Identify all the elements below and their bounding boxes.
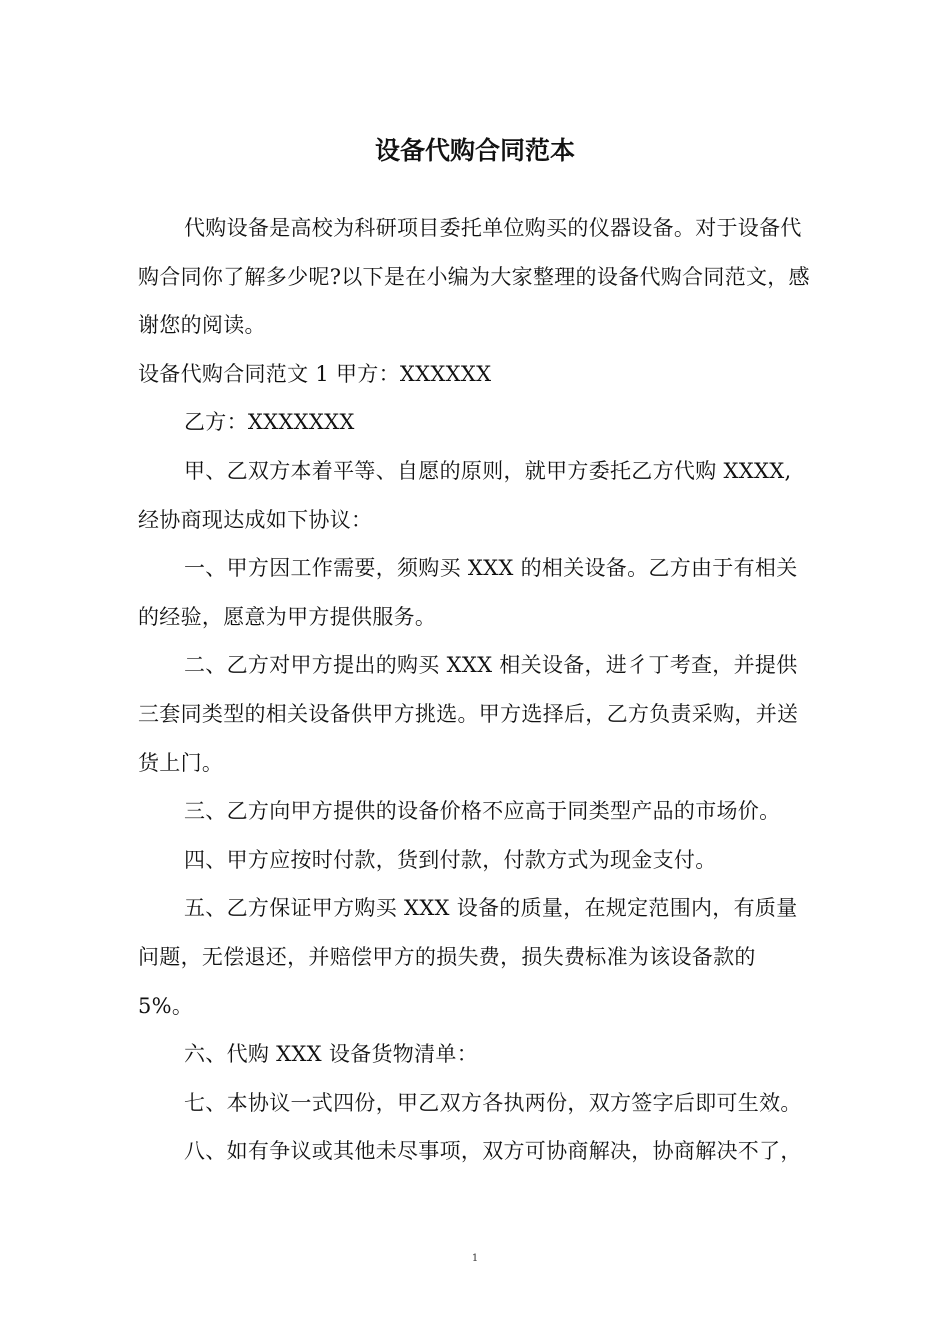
document-title: 设备代购合同范本 <box>374 136 575 165</box>
preamble-paragraph: 甲、乙双方本着平等、自愿的原则，就甲方委托乙方代购 XXXX, 经协商现达成如下协议： <box>138 458 792 532</box>
clause-8: 八、如有争议或其他未尽事项，双方可协商解决，协商解决不了， <box>184 1139 802 1164</box>
document-body <box>138 204 814 1176</box>
clause-7: 七、本协议一式四份，甲乙双方各执两份，双方签字后即可生效。 <box>184 1090 802 1115</box>
page-number: 1 <box>471 1253 479 1264</box>
clause-3: 三、乙方向甲方提供的设备价格不应高于同类型产品的市场价。 <box>184 799 781 824</box>
clause-6: 六、代购 XXX 设备货物清单： <box>184 1042 478 1067</box>
heading-line: 设备代购合同范文 1 甲方：XXXXXX <box>138 361 492 386</box>
clause-4: 四、甲方应按时付款，货到付款，付款方式为现金支付。 <box>184 847 717 872</box>
clause-1: 一、甲方因工作需要，须购买 XXX 的相关设备。乙方由于有相关的经验，愿意为甲方提供服务。 <box>138 556 798 629</box>
clause-5: 五、乙方保证甲方购买 XXX 设备的质量，在规定范围内，有质量问题，无偿退还，并赔偿甲方的损失费，损失费标准为该设备款的 5%。 <box>138 896 798 1018</box>
intro-paragraph: 代购设备是高校为科研项目委托单位购买的仪器设备。对于设备代购合同你了解多少呢?以下是在小编为大家整理的设备代购合同范文，感谢您的阅读。 <box>138 216 810 338</box>
party-b-line: 乙方：XXXXXXX <box>184 410 355 435</box>
clause-2: 二、乙方对甲方提出的购买 XXX 相关设备，进彳丁考查，并提供三套同类型的相关设备供甲方挑选。甲方选择后，乙方负责采购，并送货上门。 <box>138 653 799 775</box>
